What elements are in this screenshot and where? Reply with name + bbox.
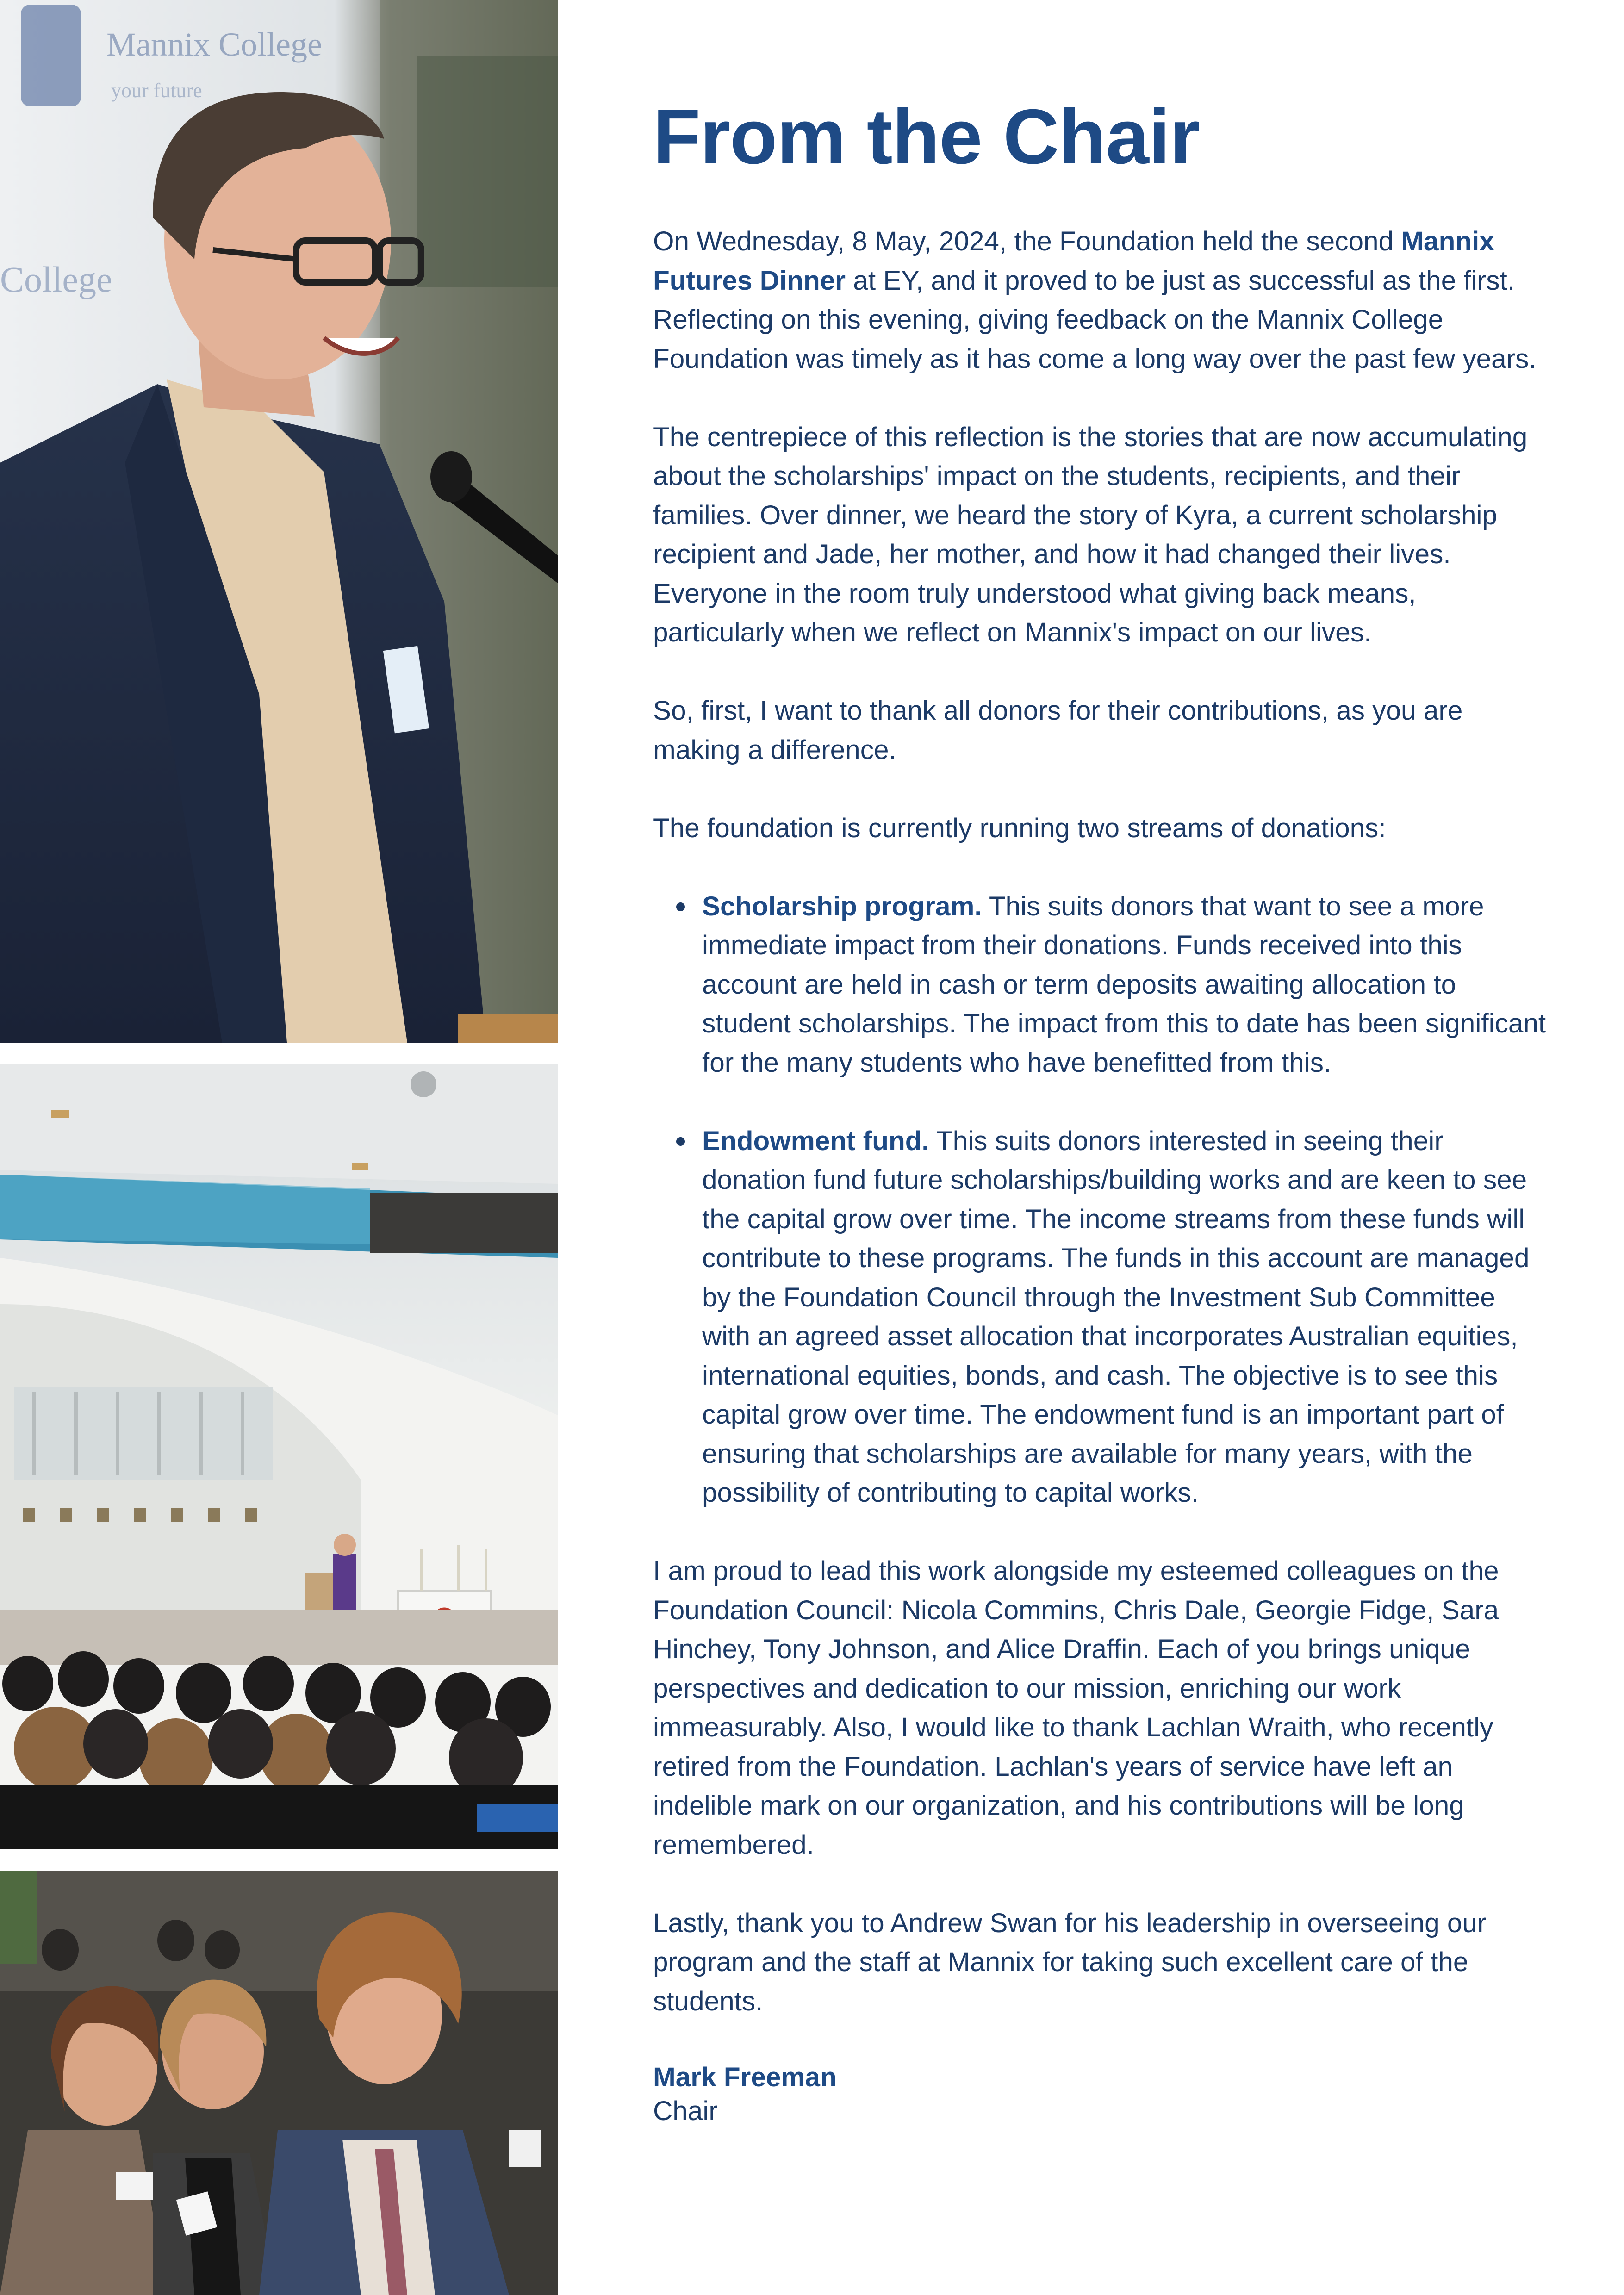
paragraph-streams-intro: The foundation is currently running two streams of donations: <box>653 813 1386 843</box>
signature-name: Mark Freeman <box>653 2062 837 2092</box>
paragraph-council: I am proud to lead this work alongside my esteemed colleagues on the Foundation Council: Nicola Commins, Chris Dale, Georgie Fidge, Sara Hinchey, Tony Johnson, and Alice Draffin. Each of you brings unique perspectives and dedication to our mission, enriching our work immeasurably. Also, I would like to thank Lachlan Wraith, who recently retired from the Foundation. Lachlan's years of service have left an indelible mark on our organization, and his contributions will be long remembered. <box>653 1556 1499 1860</box>
paragraph-closing: Lastly, thank you to Andrew Swan for his leadership in overseeing our program and the staff at Mannix for taking such excellent care of the students. <box>653 1908 1487 2016</box>
list-item-scholarship: Scholarship program. This suits donors that want to see a more immediate impact from their donations. Funds received into this account are held in cash or term deposits awaiting allocation to student scholarships. The impact from this to date has been significant for the many students who have benefitted from this. <box>702 887 1546 1083</box>
chapel-photo <box>0 1064 558 1849</box>
bullet-icon <box>676 1137 685 1146</box>
event-name: Mannix Futures Dinner <box>653 226 1494 296</box>
page-title: From the Chair <box>653 93 1200 180</box>
backdrop-subtext: your future <box>111 79 202 102</box>
students-photo <box>0 1871 558 2295</box>
backdrop-text: Mannix College <box>106 26 322 63</box>
speaker-photo <box>0 0 558 1043</box>
list-item-endowment: Endowment fund. This suits donors interested in seeing their donation fund future scholarships/building works and are keen to see the capital grow over time. The income streams from these funds will contribute to these programs. The funds in this account are managed by the Foundation Council through the Investment Sub Committee with an agreed asset allocation that incorporates Australian equities, international equities, bonds, and cash. The objective is to see this capital grow over time. The endowment fund is an important part of ensuring that scholarships are available for many years, with the possibility of contributing to capital works. <box>702 1122 1546 1513</box>
paragraph-thanks-donors: So, first, I want to thank all donors for their contributions, as you are making a difference. <box>653 696 1463 765</box>
backdrop-text-2: College <box>0 259 112 299</box>
donation-streams-list <box>653 887 1546 1513</box>
paragraph-reflection: The centrepiece of this reflection is the stories that are now accumulating about the scholarships' impact on the students, recipients, and their families. Over dinner, we heard the story of Kyra, a current scholarship recipient and Jade, her mother, and how it had changed their lives. Everyone in the room truly understood what giving back means, particularly when we reflect on Mannix's impact on our lives. <box>653 422 1528 647</box>
bullet-icon <box>676 902 685 911</box>
chair-letter <box>653 95 1546 2128</box>
paragraph-dinner: On Wednesday, 8 May, 2024, the Foundation held the second Mannix Futures Dinner at EY, and it proved to be just as successful as the first. Reflecting on this evening, giving feedback on the Mannix College Foundation was timely as it has come a long way over the past few years. <box>653 226 1537 374</box>
signature-role: Chair <box>653 2096 718 2126</box>
